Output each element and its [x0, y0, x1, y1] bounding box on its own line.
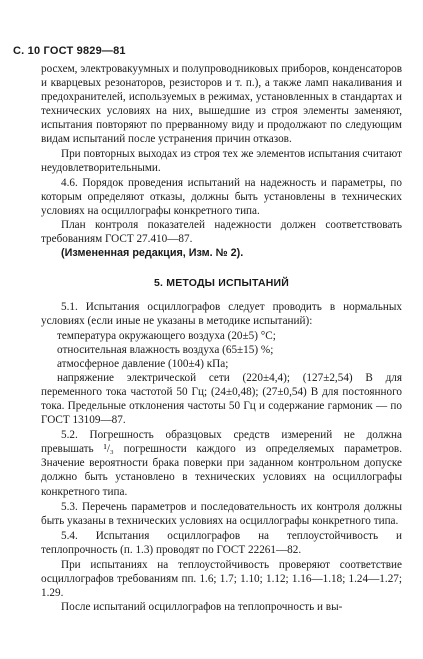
- body-text: [41, 62, 402, 614]
- paragraph-5-2: 5.2. Погрешность образцовых средств измерений не должна превышать ¹/₃ погрешности каждого из определяемых параметров. Значение вероятности брака поверки при заданном контрольном допуске должно быть установлено в технических условиях на осциллографы конкретного типа.: [41, 429, 402, 498]
- paragraph-5-4: 5.4. Испытания осциллографов на теплоустойчивость и теплопрочность (п. 1.3) проводят по ГОСТ 22261—82.: [41, 529, 402, 556]
- paragraph-control-plan: План контроля показателей надежности должен соответствовать требованиям ГОСТ 27.410—87.: [41, 219, 402, 246]
- condition-voltage: напряжение электрической сети (220±4,4); (127±2,54) В для переменного тока частотой 50 Гц; (24±0,48); (27±0,54) В для постоянного тока. Предельные отклонения частоты 50 Гц и содержание гармоник — по ГОСТ 13109—87.: [41, 371, 402, 427]
- paragraph-repeat-failures: При повторных выходах из строя тех же элементов испытания считают неудовлетворительными.: [41, 147, 402, 174]
- page-header: С. 10 ГОСТ 9829—81: [13, 45, 126, 57]
- paragraph-after-tests: После испытаний осциллографов на теплопрочность и вы-: [61, 601, 343, 614]
- section-title: 5. МЕТОДЫ ИСПЫТАНИЙ: [153, 277, 290, 290]
- condition-humidity: относительная влажность воздуха (65±15) %;: [57, 343, 274, 356]
- condition-temperature: температура окружающего воздуха (20±5) °С;: [57, 329, 276, 342]
- amendment-note: (Измененная редакция, Изм. № 2).: [61, 247, 244, 260]
- paragraph-4-6: 4.6. Порядок проведения испытаний на надежность и параметры, по которым определяют отказы, должны быть установлены в технических условиях на осциллографы конкретного типа.: [41, 176, 402, 217]
- paragraph-heat-resistance: При испытаниях на теплоустойчивость проверяют соответствие осциллографов требованиям пп. 1.6; 1.7; 1.10; 1.12; 1.16—1.18; 1.24—1.27; 1.29.: [41, 559, 402, 600]
- condition-pressure: атмосферное давление (100±4) кПа;: [57, 357, 229, 370]
- paragraph-continuation: росхем, электровакуумных и полупроводниковых приборов, конденсаторов и кварцевых резонаторов, резисторов и т. п.), а также ламп накаливания и предохранителей, используемых в режимах, установленных в стандартах и технических условиях на них, вышедшие из строя элементы заменяют, испытания повторяют по прерванному виду и продолжают по следующим видам испытаний после устранения причин отказов.: [41, 63, 402, 146]
- paragraph-5-3: 5.3. Перечень параметров и последовательность их контроля должны быть указаны в технических условиях на осциллографы конкретного типа.: [41, 500, 402, 527]
- paragraph-5-1: 5.1. Испытания осциллографов следует проводить в нормальных условиях (если иные не указаны в методике испытаний):: [41, 301, 402, 328]
